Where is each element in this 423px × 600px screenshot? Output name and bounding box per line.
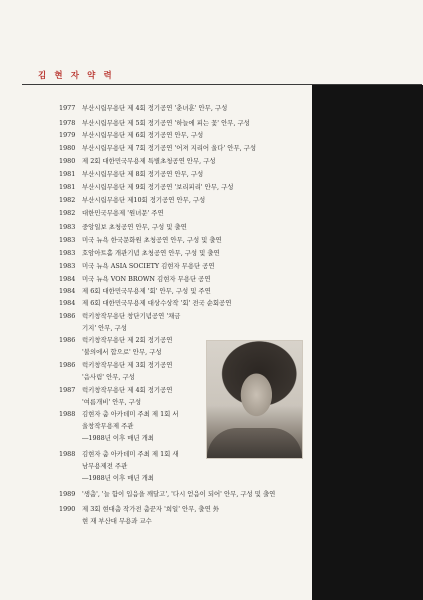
entry-year: 1986 xyxy=(59,312,76,320)
entry-text: 제 2회 대한민국무용제 특별초청공연 안무, 구성 xyxy=(82,157,216,165)
entry-text: '생춤', '늘 함이 입음을 깨달고', '다시 얻음이 되어' 안무, 구성 및 출연 xyxy=(82,490,276,498)
entry-text: 럭키창작무용단 제 2회 정기공연 xyxy=(82,336,173,344)
entry-text: 미국 뉴욕 ASIA SOCIETY 김현자 무용단 공연 xyxy=(82,262,215,270)
entry-text: 울창작무용제 주관 xyxy=(82,422,134,430)
entry-year: 1984 xyxy=(59,275,76,283)
entry-text: 기지' 안무, 구성 xyxy=(82,324,127,332)
entry-text: 부산시립무용단 제10회 정기공연 안무, 구성 xyxy=(82,196,206,204)
entry-year: 1987 xyxy=(59,386,76,394)
entry-year: 1979 xyxy=(59,131,76,139)
entry-text: 미국 뉴욕 VON BROWN 김현자 무용단 공연 xyxy=(82,275,211,283)
entry-year: 1984 xyxy=(59,287,76,295)
entry-text: 부산시립무용단 제 9회 정기공연 '보리피리' 안무, 구성 xyxy=(82,183,234,191)
entry-year: 1988 xyxy=(59,450,76,458)
entry-text: ―1988년 이후 매년 개최 xyxy=(82,474,154,482)
entry-year: 1984 xyxy=(59,299,76,307)
entry-year: 1980 xyxy=(59,157,76,165)
entry-text: 제 6회 대한민국무용제 '회' 안무, 구성 및 주연 xyxy=(82,287,211,295)
entry-year: 1980 xyxy=(59,144,76,152)
page-title: 김 현 자 약 력 xyxy=(38,71,115,81)
entry-text: 제 6회 대한민국무용제 대상수상작 '회' 전국 순회공연 xyxy=(82,299,232,307)
entry-text: 부산시립무용단 제 6회 정기공연 안무, 구성 xyxy=(82,131,204,139)
entry-text: 부산시립무용단 제 4회 정기공연 '춘녀훈' 안무, 구성 xyxy=(82,104,228,112)
entry-text: 럭키창작무용단 창단기념공연 '채금 xyxy=(82,312,181,320)
entry-year: 1986 xyxy=(59,336,76,344)
entry-year: 1981 xyxy=(59,170,76,178)
entry-text: '음사림' 안무, 구성 xyxy=(82,373,135,381)
entry-text: 현 재 부산대 무용과 교수 xyxy=(82,517,152,525)
entry-year: 1978 xyxy=(59,119,76,127)
entry-year: 1982 xyxy=(59,209,76,217)
entry-text: 부산시립무용단 제 7회 정기공연 '어져 지리어 울다' 안무, 구성 xyxy=(82,144,257,152)
entry-text: '불의에서 합으로' 안무, 구성 xyxy=(82,348,162,356)
entry-year: 1977 xyxy=(59,104,76,112)
entry-text: 럭키창작무용단 제 3회 정기공연 xyxy=(82,361,173,369)
entry-year: 1982 xyxy=(59,196,76,204)
entry-year: 1983 xyxy=(59,262,76,270)
entry-text: 남무용제전 주관 xyxy=(82,462,128,470)
entry-text: 부산시립무용단 제 5회 정기공연 '하늘에 피는 꽃' 안무, 구성 xyxy=(82,119,250,127)
entry-text: ―1988년 이후 매년 개최 xyxy=(82,434,154,442)
entry-year: 1988 xyxy=(59,410,76,418)
entry-year: 1986 xyxy=(59,361,76,369)
entry-year: 1990 xyxy=(59,505,76,513)
entry-text: 김현자 춤 아카데미 주최 제 1회 서 xyxy=(82,410,179,418)
entry-text: '여름개비' 안무, 구성 xyxy=(82,398,141,406)
entry-year: 1989 xyxy=(59,490,76,498)
portrait-photo xyxy=(206,340,303,459)
entry-text: 김현자 춤 아카데미 주최 제 1회 새 xyxy=(82,450,179,458)
entry-text: 대한민국무용제 '원녀문' 주연 xyxy=(82,209,164,217)
entry-year: 1983 xyxy=(59,223,76,231)
entry-text: 부산시립무용단 제 8회 정기공연 안무, 구성 xyxy=(82,170,204,178)
entry-year: 1983 xyxy=(59,249,76,257)
dark-side-band xyxy=(312,85,423,600)
entry-text: 중앙일보 초청공연 안무, 구성 및 출연 xyxy=(82,223,187,231)
entry-text: 호암아트홀 개관기념 초청공연 안무, 구성 및 출연 xyxy=(82,249,220,257)
entry-text: 럭키창작무용단 제 4회 정기공연 xyxy=(82,386,173,394)
entry-text: 제 3회 현대춤 작가전 춤꾼자 '희일' 안무, 출연 外 xyxy=(82,505,220,513)
entry-year: 1983 xyxy=(59,236,76,244)
entry-year: 1981 xyxy=(59,183,76,191)
entry-text: 미국 뉴욕 한국문화원 초청공연 안무, 구성 및 출연 xyxy=(82,236,222,244)
